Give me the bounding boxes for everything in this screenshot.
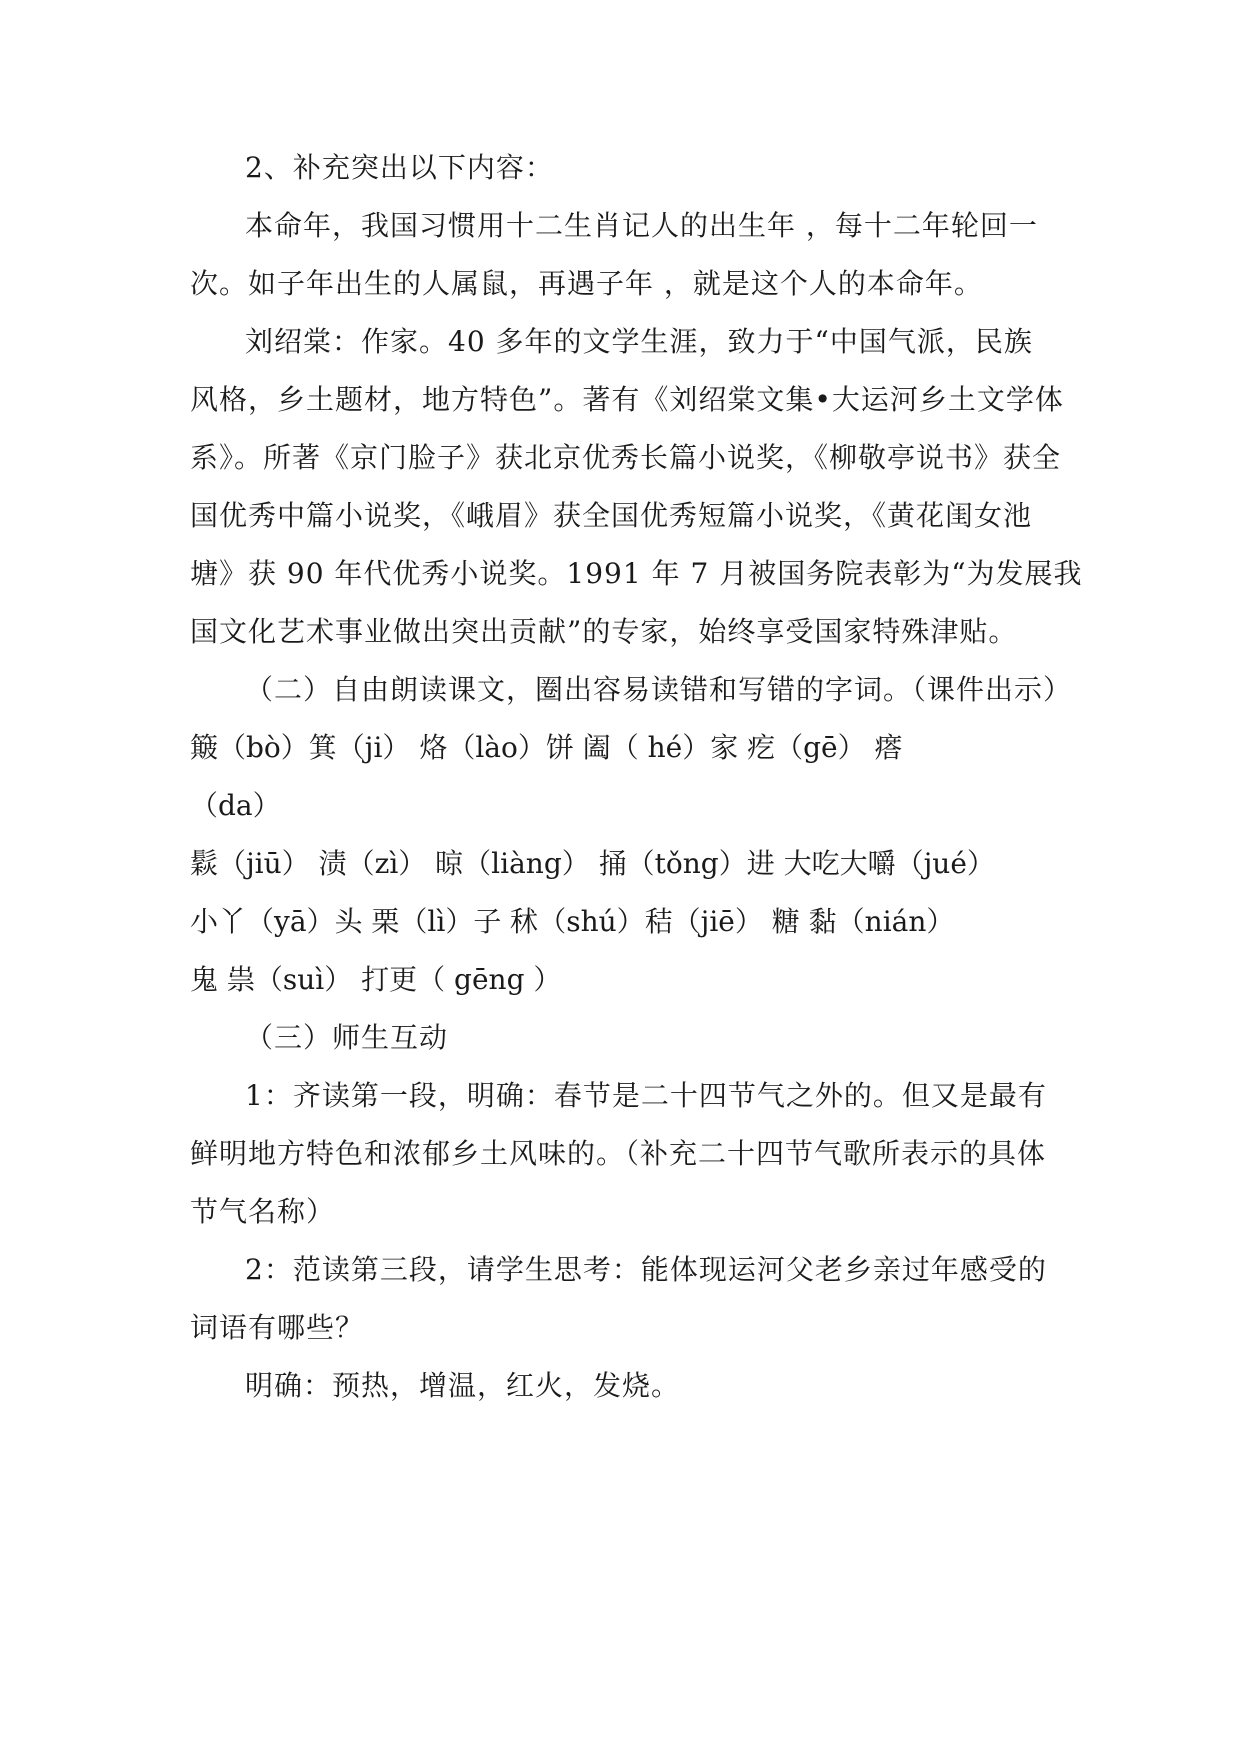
paragraph-step-1-cont-2: 节气名称） bbox=[190, 1195, 336, 1228]
paragraph-answer: 明确：预热，增温，红火，发烧。 bbox=[245, 1369, 681, 1402]
vocab-line-4: 鬼 祟（suì） 打更（ gēng ） bbox=[190, 963, 562, 996]
paragraph-step-1-cont-1: 鲜明地方特色和浓郁乡土风味的。（补充二十四节气歌所表示的具体 bbox=[190, 1137, 1047, 1170]
section-heading-2: 2、补充突出以下内容： bbox=[245, 151, 554, 184]
paragraph-step-2-cont: 词语有哪些？ bbox=[190, 1311, 365, 1344]
paragraph-author-cont-2: 系》。所著《京门脸子》获北京优秀长篇小说奖，《柳敬亭说书》获全 bbox=[190, 441, 1062, 474]
paragraph-author-cont-3: 国优秀中篇小说奖，《峨眉》获全国优秀短篇小说奖，《黄花闺女池 bbox=[190, 499, 1033, 532]
vocab-line-1-cont: （da） bbox=[190, 789, 281, 822]
paragraph-author-cont-1: 风格，乡土题材，地方特色”。著有《刘绍棠文集•大运河乡土文学体 bbox=[190, 383, 1064, 416]
paragraph-author-cont-5: 国文化艺术事业做出突出贡献”的专家，始终享受国家特殊津贴。 bbox=[190, 615, 1018, 648]
paragraph-benmingnian-cont: 次。如子年出生的人属鼠，再遇子年 ，就是这个人的本命年。 bbox=[190, 267, 983, 300]
paragraph-benmingnian: 本命年，我国习惯用十二生肖记人的出生年 ，每十二年轮回一 bbox=[245, 209, 1038, 242]
vocab-line-3: 小丫（yā）头 栗（lì）子 秫（shú）秸（jiē） 糖 黏（nián） bbox=[190, 905, 955, 938]
vocab-line-1: 簸（bò）箕（ji） 烙（lào）饼 阖（ hé）家 疙（gē） 瘩 bbox=[190, 731, 903, 764]
section-heading-reading: （二）自由朗读课文，圈出容易读错和写错的字词。（课件出示） bbox=[245, 673, 1073, 706]
vocab-line-2: 鬏（jiū） 渍（zì） 晾（liàng） 捅（tǒng）进 大吃大嚼（jué） bbox=[190, 847, 995, 880]
section-heading-interaction: （三）师生互动 bbox=[245, 1021, 449, 1054]
paragraph-author: 刘绍棠：作家。40 多年的文学生涯，致力于“中国气派，民族 bbox=[245, 325, 1033, 358]
paragraph-step-2: 2：范读第三段，请学生思考：能体现运河父老乡亲过年感受的 bbox=[245, 1253, 1047, 1286]
paragraph-step-1: 1：齐读第一段，明确：春节是二十四节气之外的。但又是最有 bbox=[245, 1079, 1047, 1112]
paragraph-author-cont-4: 塘》获 90 年代优秀小说奖。1991 年 7 月被国务院表彰为“为发展我 bbox=[190, 557, 1083, 590]
